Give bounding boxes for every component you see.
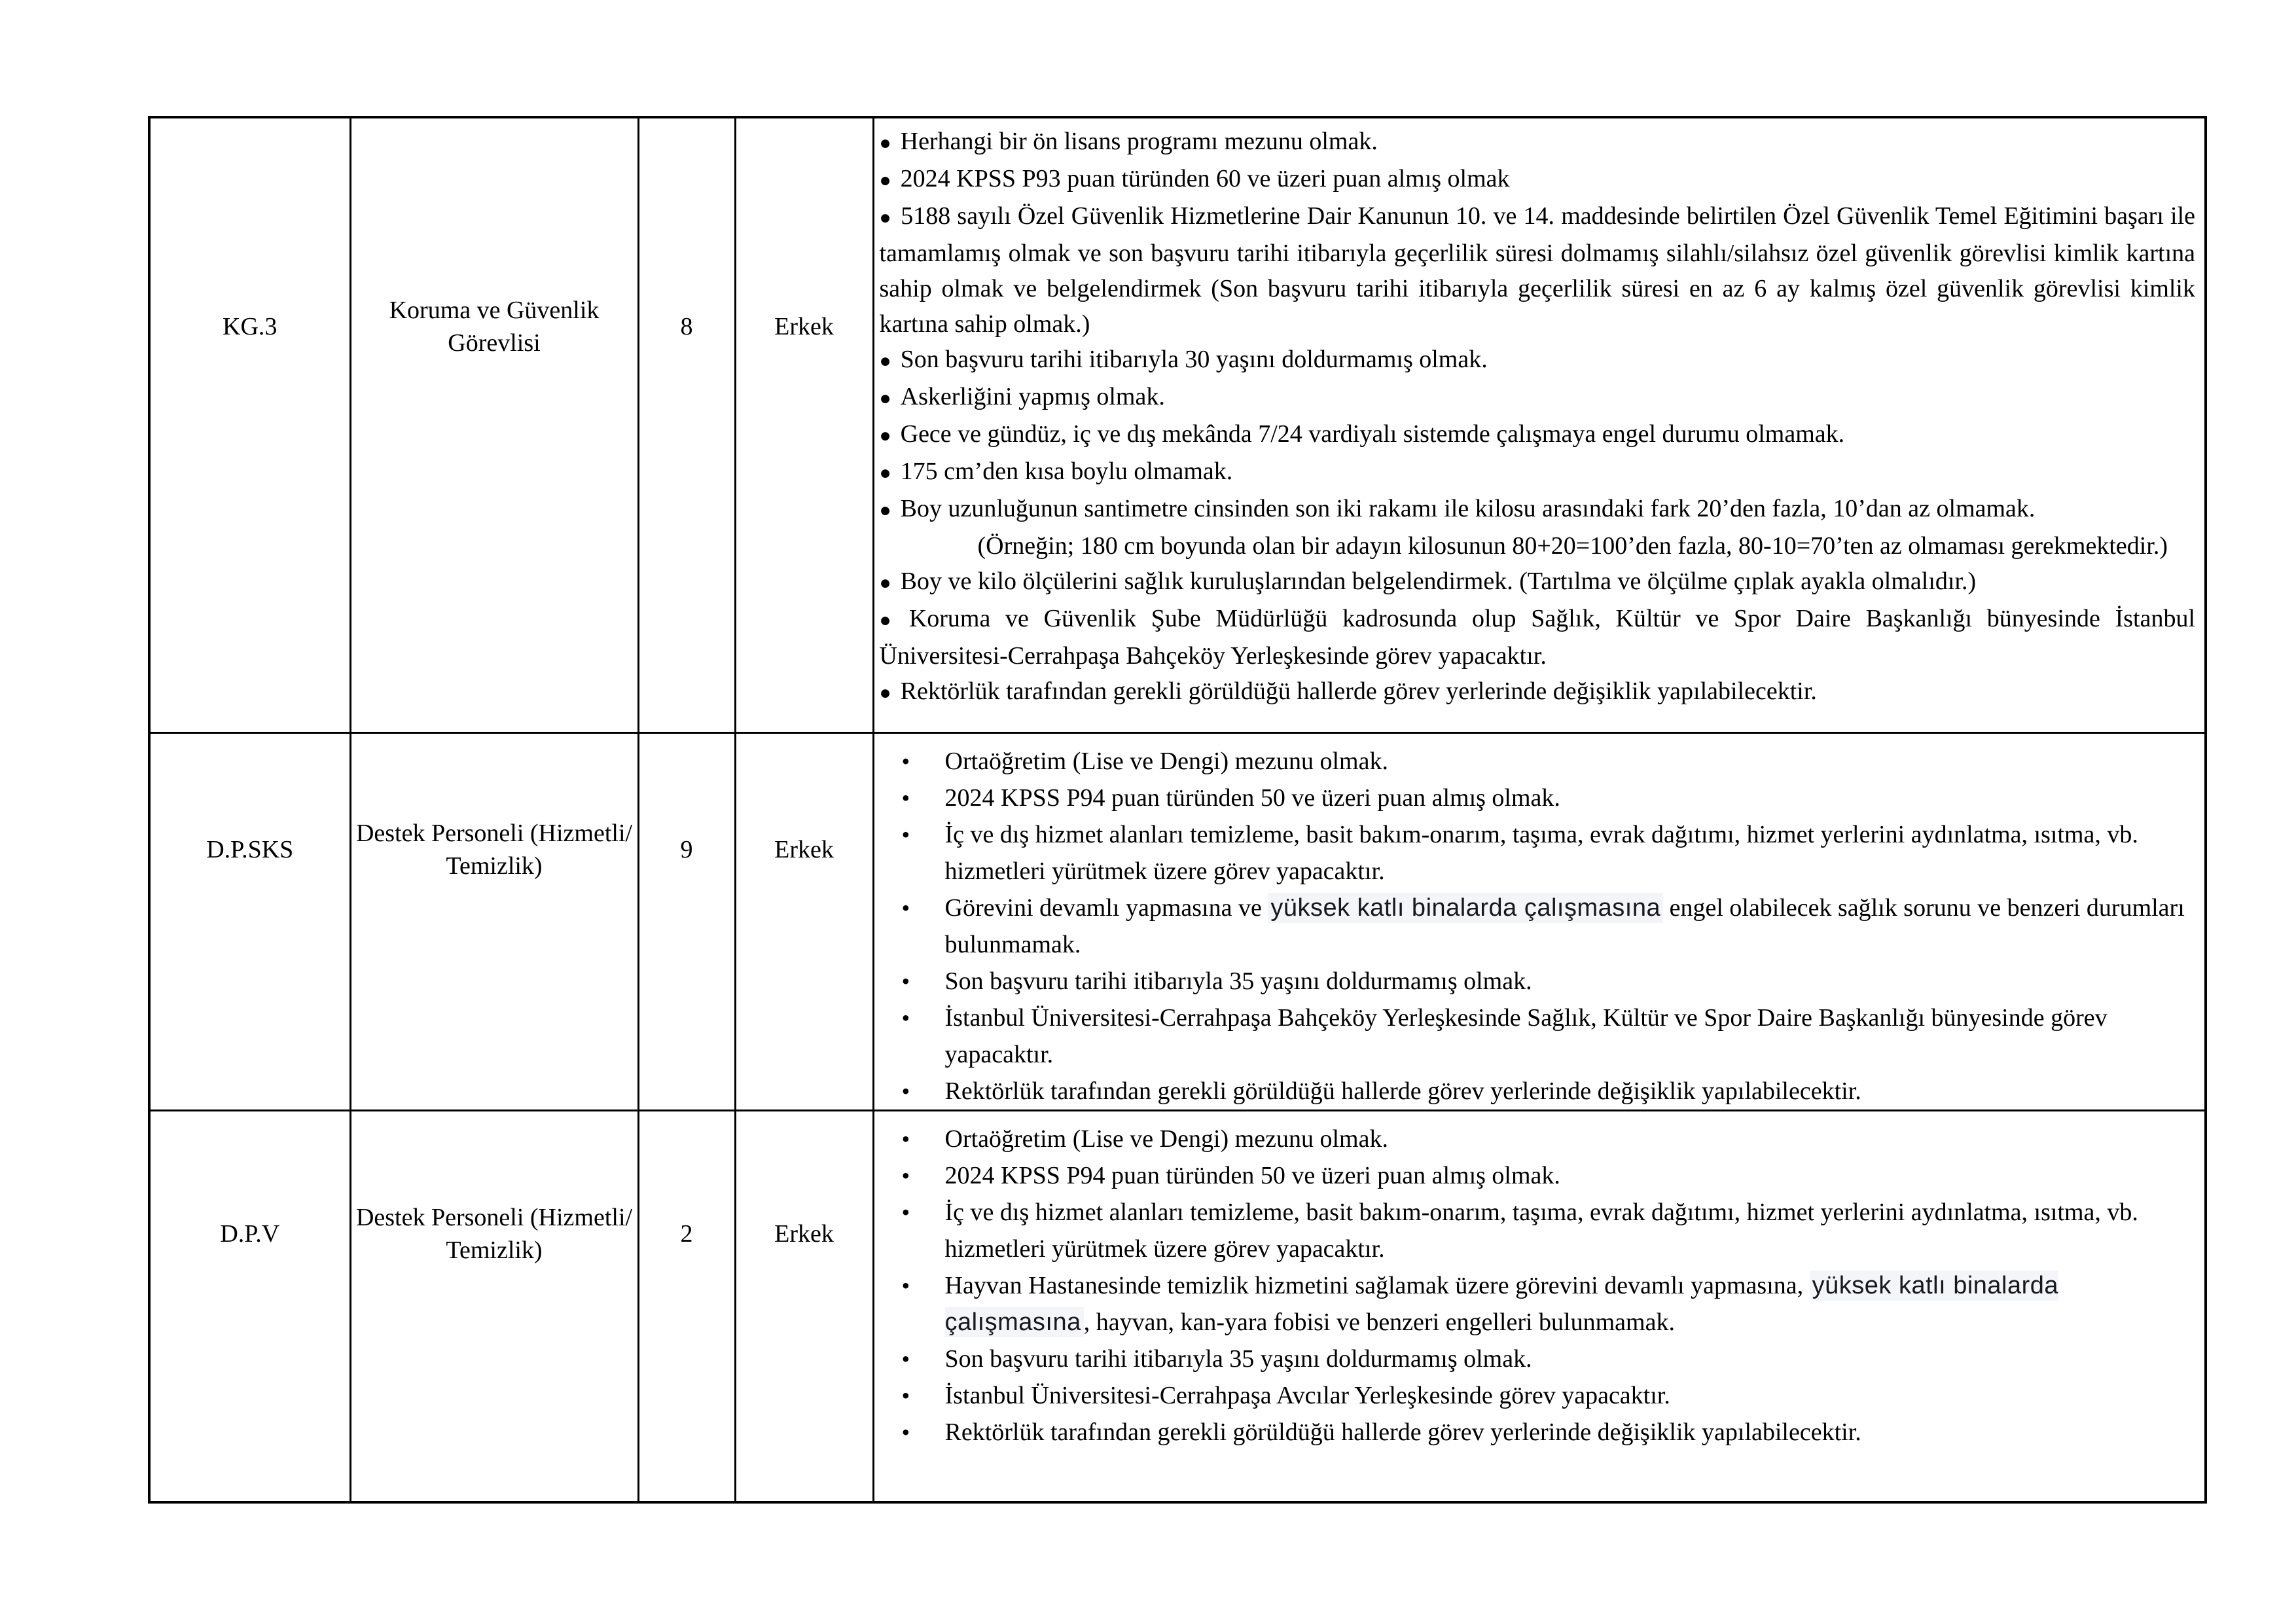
job-postings-table-body (149, 117, 2206, 1502)
row-count-cell (638, 117, 735, 732)
requirement-text: İstanbul Üniversitesi-Cerrahpaşa Bahçeköy Yerleşkesinde Sağlık, Kültür ve Spor Daire Başkanlığı bünyesinde görev yapacaktır. (944, 1003, 2108, 1068)
requirement-item (880, 416, 2196, 454)
row-count-cell-label: 8 (680, 313, 693, 341)
requirement-text: Son başvuru tarihi itibarıyla 35 yaşını doldurmamış olmak. (944, 967, 1532, 995)
bullet-icon: ● (879, 462, 891, 484)
highlight-text: yüksek katlı binalarda çalışmasına (944, 1271, 2059, 1336)
row-gender-cell (735, 1110, 873, 1502)
requirement-text: 5188 sayılı Özel Güvenlik Hizmetlerine Dair Kanunun 10. ve 14. maddesinde belirtilen Özel Güvenlik Temel Eğitimini başarı ile tamamlamış olmak ve son başvuru tarihi itibarıyla geçerlilik süresi dolmamış silahlı/silahsız özel güvenlik görevlisi kimlik kartına sahip olmak ve belgelendirmek (Son başvuru tarihi itibarıyla geçerlilik süresi en az 6 ay kalmış özel güvenlik görevlisi kimlik kartına sahip olmak.) (879, 202, 2195, 338)
row-gender-cell-label: Erkek (774, 313, 834, 341)
requirement-text: Son başvuru tarihi itibarıyla 30 yaşını doldurmamış olmak. (900, 346, 1488, 373)
bullet-icon: ● (879, 425, 891, 446)
row-title-cell (350, 117, 638, 732)
requirement-text: Ortaöğretim (Lise ve Dengi) mezunu olmak. (944, 747, 1388, 775)
row-code-cell (149, 117, 350, 732)
job-postings-table-wrap (148, 116, 2207, 1504)
requirement-item (880, 1341, 2196, 1377)
requirement-text: İstanbul Üniversitesi-Cerrahpaşa Avcılar Yerleşkesinde görev yapacaktır. (944, 1381, 1670, 1409)
bullet-icon: • (901, 1272, 910, 1299)
row-count-cell-label: 2 (680, 1220, 693, 1248)
requirement-text: İç ve dış hizmet alanları temizleme, basit bakım-onarım, taşıma, evrak dağıtımı, hizmet yerlerini aydınlatma, ısıtma, vb. hizmetleri yürütmek üzere görev yapacaktır. (944, 820, 2138, 885)
row-count-cell (638, 732, 735, 1110)
requirements-list (874, 734, 2205, 1110)
requirement-text: 2024 KPSS P94 puan türünden 50 ve üzeri puan almış olmak. (944, 784, 1560, 812)
requirement-item (880, 816, 2196, 890)
requirement-text: Ortaöğretim (Lise ve Dengi) mezunu olmak. (944, 1125, 1388, 1153)
requirement-text: engel olabilecek sağlık sorunu ve benzeri durumları bulunmamak. (944, 893, 2185, 958)
requirement-item (880, 1073, 2196, 1110)
row-count-cell (638, 1110, 735, 1502)
row-gender-cell (735, 732, 873, 1110)
bullet-icon: • (901, 1125, 910, 1152)
requirement-text: Herhangi bir ön lisans programı mezunu olmak. (900, 128, 1378, 155)
requirements-list (874, 118, 2205, 711)
bullet-icon: • (901, 748, 910, 774)
row-gender-cell-label: Erkek (774, 1220, 834, 1248)
bullet-icon: ● (879, 572, 891, 594)
requirement-item (880, 1377, 2196, 1414)
requirement-text: Son başvuru tarihi itibarıyla 35 yaşını doldurmamış olmak. (944, 1344, 1532, 1373)
bullet-icon: • (901, 1345, 910, 1372)
requirement-item (880, 601, 2196, 674)
requirement-item (880, 963, 2196, 1000)
row-gender-cell (735, 117, 873, 732)
bullet-icon: • (901, 784, 910, 811)
requirement-text: İç ve dış hizmet alanları temizleme, basit bakım-onarım, taşıma, evrak dağıtımı, hizmet yerlerini aydınlatma, ısıtma, vb. hizmetleri yürütmek üzere görev yapacaktır. (944, 1198, 2138, 1263)
table-row (149, 732, 2206, 1110)
row-code-cell (149, 732, 350, 1110)
requirement-text: Koruma ve Güvenlik Şube Müdürlüğü kadrosunda olup Sağlık, Kültür ve Spor Daire Başkanlığı bünyesinde İstanbul Üniversitesi-Cerrahpaşa Bahçeköy Yerleşkesinde görev yapacaktır. (879, 605, 2196, 670)
job-postings-table (148, 116, 2207, 1504)
requirement-item (880, 890, 2196, 963)
bullet-icon: • (901, 1077, 910, 1104)
requirement-text: Rektörlük tarafından gerekli görüldüğü hallerde görev yerlerinde değişiklik yapılabilecektir. (944, 1077, 1861, 1105)
row-gender-cell-label: Erkek (774, 835, 834, 863)
requirements-list (874, 1111, 2205, 1451)
row-title-cell-label: Koruma ve Güvenlik Görevlisi (389, 297, 600, 357)
requirement-item (880, 1157, 2196, 1194)
row-title-cell-label: Destek Personeli (Hizmetli/ Temizlik) (355, 819, 633, 880)
highlight-text: yüksek katlı binalarda çalışmasına (1268, 893, 1663, 923)
requirements-cell (873, 732, 2206, 1110)
requirement-item (880, 674, 2196, 711)
bullet-icon: • (901, 1162, 910, 1189)
requirement-text: Rektörlük tarafından gerekli görüldüğü hallerde görev yerlerinde değişiklik yapılabilecektir. (900, 677, 1817, 705)
requirement-text: Görevini devamlı yapmasına ve (944, 893, 1268, 922)
requirement-text: Rektörlük tarafından gerekli görüldüğü hallerde görev yerlerinde değişiklik yapılabilecektir. (944, 1418, 1861, 1446)
row-code-cell (149, 1110, 350, 1502)
requirements-cell (873, 1110, 2206, 1502)
bullet-icon: • (901, 821, 910, 848)
bullet-icon: ● (879, 609, 900, 631)
requirements-cell (873, 117, 2206, 732)
row-title-cell (350, 1110, 638, 1502)
row-title-cell (350, 732, 638, 1110)
requirement-item (880, 454, 2196, 491)
bullet-icon: • (901, 1418, 910, 1445)
row-title-cell-label: Destek Personeli (Hizmetli/ Temizlik) (355, 1204, 633, 1265)
bullet-icon: • (901, 1382, 910, 1409)
requirement-item (880, 1194, 2196, 1267)
row-code-cell-label: D.P.V (220, 1220, 280, 1248)
bullet-icon: • (901, 967, 910, 994)
bullet-icon: ● (879, 170, 891, 191)
requirement-item (880, 1000, 2196, 1073)
requirement-text: 2024 KPSS P93 puan türünden 60 ve üzeri puan almış olmak (900, 165, 1510, 192)
table-row (149, 1110, 2206, 1502)
requirement-item (880, 379, 2196, 416)
requirement-item (880, 491, 2196, 528)
requirement-text: Askerliğini yapmış olmak. (900, 383, 1165, 410)
requirement-text: Gece ve gündüz, iç ve dış mekânda 7/24 vardiyalı sistemde çalışmaya engel durumu olmamak. (900, 420, 1845, 448)
table-row (149, 117, 2206, 732)
requirement-item (880, 198, 2196, 342)
bullet-icon: • (901, 1004, 910, 1031)
bullet-icon: ● (879, 132, 891, 154)
requirement-item (880, 1121, 2196, 1157)
bullet-icon: ● (879, 207, 892, 228)
requirement-item (880, 780, 2196, 816)
requirement-text: 2024 KPSS P94 puan türünden 50 ve üzeri puan almış olmak. (944, 1161, 1560, 1189)
requirement-text: Boy ve kilo ölçülerini sağlık kuruluşlarından belgelendirmek. (Tartılma ve ölçülme çıplak ayakla olmalıdır.) (900, 568, 1977, 595)
requirement-text: Boy uzunluğunun santimetre cinsinden son iki rakamı ile kilosu arasındaki fark 20’den fazla, 10’dan az olmamak. (900, 495, 2036, 522)
requirement-item (880, 161, 2196, 198)
requirement-item (880, 1414, 2196, 1451)
bullet-icon: ● (879, 499, 891, 521)
requirement-item (880, 124, 2196, 161)
bullet-icon: ● (879, 682, 891, 704)
bullet-icon: • (901, 1199, 910, 1225)
requirement-item (880, 342, 2196, 379)
bullet-icon: ● (879, 350, 891, 372)
requirement-text: Hayvan Hastanesinde temizlik hizmetini sağlamak üzere görevini devamlı yapmasına, (944, 1271, 1810, 1299)
bullet-icon: ● (879, 388, 891, 409)
requirement-item (880, 743, 2196, 780)
requirement-text: , hayvan, kan-yara fobisi ve benzeri engelleri bulunmamak. (1083, 1308, 1675, 1336)
requirement-item (880, 564, 2196, 601)
bullet-icon: • (901, 894, 910, 921)
requirement-item (880, 528, 2196, 564)
requirement-text: (Örneğin; 180 cm boyunda olan bir adayın kilosunun 80+20=100’den fazla, 80-10=70’ten az olmaması gerekmektedir.) (977, 532, 2168, 560)
requirement-item (880, 1267, 2196, 1341)
row-code-cell-label: D.P.SKS (206, 835, 294, 863)
requirement-text: 175 cm’den kısa boylu olmamak. (900, 458, 1233, 485)
row-count-cell-label: 9 (680, 835, 693, 863)
row-code-cell-label: KG.3 (223, 313, 278, 341)
